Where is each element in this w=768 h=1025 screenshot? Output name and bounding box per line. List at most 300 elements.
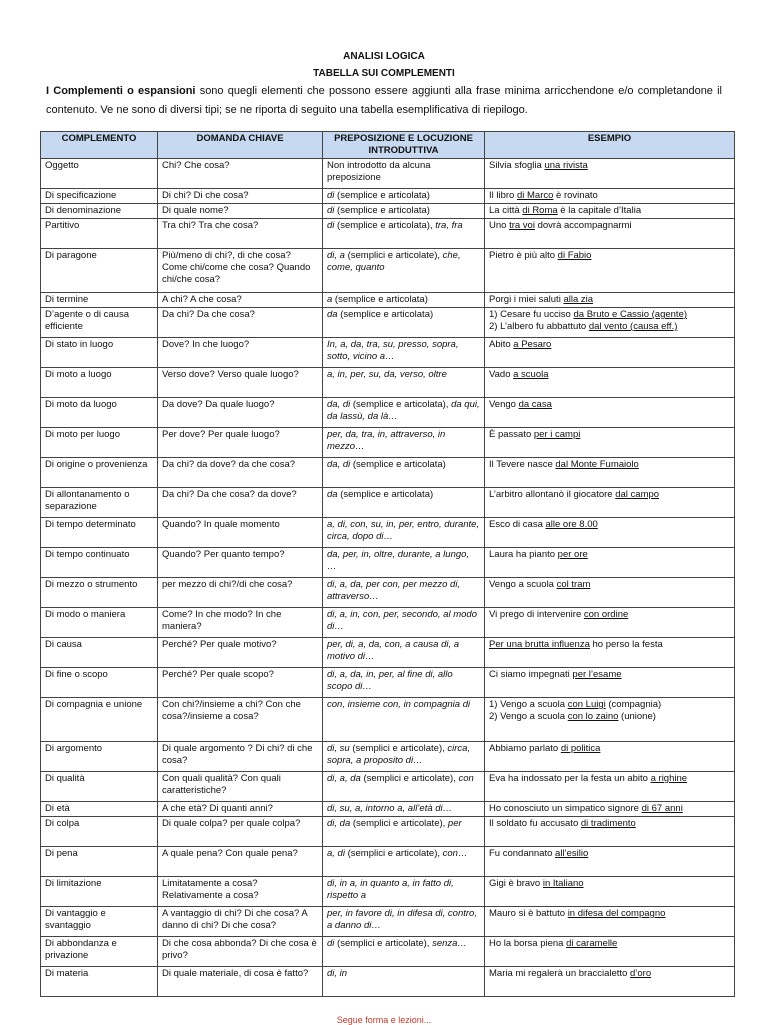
example-text: (unione) — [618, 711, 656, 722]
example-text: Ci siamo impegnati — [489, 669, 573, 680]
prep-segment: da, per, in, oltre, durante, a lungo, … — [327, 549, 470, 572]
cell-domanda: A quale pena? Con quale pena? — [158, 847, 323, 877]
table-row — [41, 338, 735, 368]
cell-complemento: Di termine — [41, 293, 158, 308]
prep-segment: di, a, da, per con, per mezzo di, attraverso… — [327, 579, 461, 602]
prep-segment: da qui, da lassù, da là… — [327, 399, 480, 422]
example-text: Silvia sfoglia — [489, 160, 545, 171]
cell-esempio — [485, 698, 735, 742]
cell-domanda: Per dove? Per quale luogo? — [158, 428, 323, 458]
cell-domanda: Più/meno di chi?, di che cosa? Come chi/come che cosa? Quando chi/che cosa? — [158, 249, 323, 293]
prep-segment: per, da, tra, in, attraverso, in mezzo… — [327, 429, 446, 452]
cell-domanda: Da dove? Da quale luogo? — [158, 398, 323, 428]
cell-preposizione — [323, 847, 485, 877]
cell-complemento: Di materia — [41, 967, 158, 997]
example-line — [489, 399, 730, 411]
example-line — [489, 699, 730, 711]
cell-preposizione — [323, 548, 485, 578]
example-text: ho perso la festa — [589, 639, 663, 650]
cell-domanda: Di quale nome? — [158, 204, 323, 219]
table-row — [41, 877, 735, 907]
prep-segment: di — [327, 190, 335, 201]
cell-esempio — [485, 488, 735, 518]
example-line — [489, 848, 730, 860]
example-line — [489, 711, 730, 723]
prep-segment: di, da — [327, 818, 351, 829]
cell-complemento: Di allontanamento o separazione — [41, 488, 158, 518]
example-complement: dal campo — [615, 489, 660, 500]
cell-domanda: Con quali qualità? Con quali caratteristiche? — [158, 772, 323, 802]
cell-complemento: Di tempo determinato — [41, 518, 158, 548]
cell-domanda: Da chi? Da che cosa? — [158, 308, 323, 338]
table-row — [41, 937, 735, 967]
cell-complemento: Di moto per luogo — [41, 428, 158, 458]
example-text: 1) Vengo a scuola — [489, 699, 568, 710]
example-line — [489, 938, 730, 950]
cell-esempio — [485, 802, 735, 817]
prep-segment: per, in favore di, in difesa di, contro, a danno di… — [327, 908, 477, 931]
example-line — [489, 309, 730, 321]
table-body — [41, 159, 735, 997]
example-text: Laura ha pianto — [489, 549, 558, 560]
prep-segment: da, di — [327, 459, 351, 470]
table-row — [41, 668, 735, 698]
prep-segment: con — [458, 773, 474, 784]
cell-preposizione — [323, 578, 485, 608]
cell-domanda: Di quale argomento ? Di chi? di che cosa? — [158, 742, 323, 772]
cell-complemento: Di moto a luogo — [41, 368, 158, 398]
cell-esempio — [485, 398, 735, 428]
cell-complemento: Di età — [41, 802, 158, 817]
table-header-row — [41, 132, 735, 159]
cell-esempio — [485, 817, 735, 847]
cell-complemento: D’agente o di causa efficiente — [41, 308, 158, 338]
prep-segment: di, su, a, intorno a, all’età di… — [327, 803, 453, 814]
prep-segment: a, di, con, su, in, per, entro, durante, circa, dopo di… — [327, 519, 480, 542]
cell-esempio — [485, 518, 735, 548]
cell-complemento: Di colpa — [41, 817, 158, 847]
cell-complemento: Di paragone — [41, 249, 158, 293]
prep-segment: (semplice e articolata), — [334, 220, 436, 231]
cell-domanda: Quando? Per quanto tempo? — [158, 548, 323, 578]
cell-preposizione — [323, 338, 485, 368]
example-text: Ho conosciuto un simpatico signore — [489, 803, 642, 814]
cell-esempio — [485, 937, 735, 967]
cell-complemento: Di compagnia e unione — [41, 698, 158, 742]
example-text: 2) Vengo a scuola — [489, 711, 568, 722]
prep-segment: (semplici e articolate), — [349, 743, 448, 754]
cell-complemento: Di causa — [41, 638, 158, 668]
example-text: Vengo a scuola — [489, 579, 557, 590]
intro-paragraph — [46, 82, 722, 120]
footer-note: Segue forma e lezioni... — [336, 1015, 432, 1025]
example-complement: da Bruto e Cassio (agente) — [573, 309, 688, 320]
cell-preposizione — [323, 608, 485, 638]
example-text: Porgi i miei saluti — [489, 294, 564, 305]
cell-preposizione — [323, 308, 485, 338]
cell-preposizione — [323, 742, 485, 772]
cell-preposizione — [323, 877, 485, 907]
cell-domanda: Quando? In quale momento — [158, 518, 323, 548]
cell-complemento: Di pena — [41, 847, 158, 877]
cell-complemento: Di vantaggio e svantaggio — [41, 907, 158, 937]
cell-preposizione — [323, 488, 485, 518]
table-row — [41, 548, 735, 578]
example-text: Eva ha indossato per la festa un abito — [489, 773, 651, 784]
cell-preposizione — [323, 518, 485, 548]
prep-segment: Non introdotto da alcuna preposizione — [327, 160, 431, 183]
example-line — [489, 773, 730, 785]
example-line — [489, 489, 730, 501]
cell-domanda: A che età? Di quanti anni? — [158, 802, 323, 817]
prep-segment: per, di, a, da, con, a causa di, a motivo di… — [327, 639, 460, 662]
prep-segment: In, a, da, tra, su, presso, sopra, sotto, vicino a… — [327, 339, 459, 362]
example-line — [489, 429, 730, 441]
cell-complemento: Di qualità — [41, 772, 158, 802]
table-row — [41, 428, 735, 458]
page-title: ANALISI LOGICA — [343, 51, 425, 62]
cell-esempio — [485, 428, 735, 458]
example-complement: di politica — [560, 743, 601, 754]
cell-domanda: Di chi? Di che cosa? — [158, 189, 323, 204]
cell-complemento: Di tempo continuato — [41, 548, 158, 578]
cell-complemento: Di specificazione — [41, 189, 158, 204]
example-text: Pietro è più alto — [489, 250, 558, 261]
example-text: 2) L’albero fu abbattuto — [489, 321, 589, 332]
table-row — [41, 458, 735, 488]
cell-domanda: Tra chi? Tra che cosa? — [158, 219, 323, 249]
cell-domanda: Dove? In che luogo? — [158, 338, 323, 368]
example-complement: di 67 anni — [641, 803, 683, 814]
cell-esempio — [485, 159, 735, 189]
cell-domanda: Di quale materiale, di cosa è fatto? — [158, 967, 323, 997]
cell-domanda: per mezzo di chi?/di che cosa? — [158, 578, 323, 608]
cell-complemento: Di denominazione — [41, 204, 158, 219]
example-complement: per ore — [557, 549, 588, 560]
prep-segment: con, insieme con, in compagnia di — [327, 699, 471, 710]
table-row — [41, 698, 735, 742]
cell-preposizione — [323, 204, 485, 219]
prep-segment: da — [327, 489, 338, 500]
table-row — [41, 293, 735, 308]
example-complement: col tram — [556, 579, 591, 590]
example-text: Vi prego di intervenire — [489, 609, 584, 620]
example-text: Il Tevere nasce — [489, 459, 556, 470]
page-subtitle: TABELLA SUI COMPLEMENTI — [313, 68, 455, 79]
table-row — [41, 368, 735, 398]
prep-segment: (semplice e articolata) — [350, 459, 446, 470]
cell-esempio — [485, 293, 735, 308]
table-row — [41, 847, 735, 877]
prep-segment: (semplici e articolate), — [360, 773, 459, 784]
cell-preposizione — [323, 398, 485, 428]
example-complement: dal Monte Fumaiolo — [555, 459, 639, 470]
cell-esempio — [485, 338, 735, 368]
example-line — [489, 803, 730, 815]
prep-segment: (semplici e articolate), — [344, 848, 443, 859]
example-line — [489, 743, 730, 755]
example-line — [489, 339, 730, 351]
cell-preposizione — [323, 638, 485, 668]
example-complement: di Fabio — [557, 250, 592, 261]
cell-complemento: Di mezzo o strumento — [41, 578, 158, 608]
prep-segment: (semplice e articolata) — [334, 205, 430, 216]
cell-domanda: Di quale colpa? per quale colpa? — [158, 817, 323, 847]
example-text: Gigi è bravo — [489, 878, 543, 889]
example-line — [489, 908, 730, 920]
example-complement: di Marco — [516, 190, 554, 201]
cell-preposizione — [323, 907, 485, 937]
example-line — [489, 321, 730, 333]
example-text: Ho la borsa piena — [489, 938, 567, 949]
prep-segment: di, a — [327, 250, 345, 261]
cell-complemento: Di stato in luogo — [41, 338, 158, 368]
cell-preposizione — [323, 249, 485, 293]
example-text: Maria mi regalerà un braccialetto — [489, 968, 630, 979]
example-line — [489, 220, 730, 232]
prep-segment: a, in, per, su, da, verso, oltre — [327, 369, 447, 380]
cell-esempio — [485, 548, 735, 578]
cell-domanda: Verso dove? Verso quale luogo? — [158, 368, 323, 398]
prep-segment: circa, sopra, a proposito di… — [327, 743, 471, 766]
example-text: L’arbitro allontanò il giocatore — [489, 489, 616, 500]
example-complement: con Luigi — [567, 699, 606, 710]
prep-segment: tra, fra — [435, 220, 463, 231]
example-text: Il libro — [489, 190, 517, 201]
cell-esempio — [485, 967, 735, 997]
cell-preposizione — [323, 817, 485, 847]
example-complement: alle ore 8.00 — [545, 519, 598, 530]
prep-segment: (semplice e articolata) — [337, 489, 434, 500]
example-line — [489, 669, 730, 681]
example-line — [489, 519, 730, 531]
example-complement: di tradimento — [580, 818, 636, 829]
cell-esempio — [485, 668, 735, 698]
cell-complemento: Di argomento — [41, 742, 158, 772]
table-row — [41, 219, 735, 249]
example-text: Abito — [489, 339, 514, 350]
intro-bold: I Complementi o espansioni — [46, 85, 196, 97]
prep-segment: da — [327, 309, 338, 320]
cell-esempio — [485, 219, 735, 249]
example-line — [489, 205, 730, 217]
cell-complemento: Oggetto — [41, 159, 158, 189]
prep-segment: di — [327, 220, 335, 231]
example-line — [489, 369, 730, 381]
cell-domanda: Con chi?/insieme a chi? Con che cosa?/insieme a cosa? — [158, 698, 323, 742]
cell-domanda: Perché? Per quale scopo? — [158, 668, 323, 698]
example-line — [489, 190, 730, 202]
example-line — [489, 639, 730, 651]
cell-esempio — [485, 877, 735, 907]
example-text: 1) Cesare fu ucciso — [489, 309, 574, 320]
prep-segment: di, in — [327, 968, 348, 979]
example-text: dovrà accompagnarmi — [534, 220, 632, 231]
example-line — [489, 878, 730, 890]
cell-complemento: Di fine o scopo — [41, 668, 158, 698]
cell-preposizione — [323, 219, 485, 249]
example-complement: con lo zaino — [567, 711, 619, 722]
cell-complemento: Partitivo — [41, 219, 158, 249]
example-complement: da casa — [518, 399, 552, 410]
prep-segment: (semplice e articolata), — [350, 399, 452, 410]
cell-complemento: Di moto da luogo — [41, 398, 158, 428]
table-row — [41, 518, 735, 548]
header-domanda: DOMANDA CHIAVE — [158, 132, 323, 159]
example-complement: per l’esame — [572, 669, 622, 680]
prep-segment: con… — [442, 848, 468, 859]
prep-segment: senza… — [432, 938, 467, 949]
cell-esempio — [485, 458, 735, 488]
example-complement: a righine — [650, 773, 688, 784]
example-text: Fu condannato — [489, 848, 556, 859]
example-text: È passato — [489, 429, 534, 440]
cell-preposizione — [323, 802, 485, 817]
cell-esempio — [485, 608, 735, 638]
example-text: Uno — [489, 220, 510, 231]
header-complemento: COMPLEMENTO — [41, 132, 158, 159]
prep-segment: di, a, da, in, per, al fine di, allo scopo di… — [327, 669, 453, 692]
cell-preposizione — [323, 967, 485, 997]
cell-complemento: Di modo o maniera — [41, 608, 158, 638]
example-complement: all’esilio — [555, 848, 589, 859]
table-row — [41, 967, 735, 997]
complements-table — [40, 131, 735, 997]
example-text: Mauro si è battuto — [489, 908, 568, 919]
example-line — [489, 818, 730, 830]
cell-domanda: Chi? Che cosa? — [158, 159, 323, 189]
example-text: è rovinato — [553, 190, 598, 201]
example-complement: di caramelle — [566, 938, 618, 949]
cell-esempio — [485, 308, 735, 338]
intro-text: sono quegli elementi che possono essere aggiunti alla frase minima arricchendone e/o completandone il contenuto. Ve ne sono di diversi tipi; se ne riporta di seguito una tabella esemplificativa di riepilogo. — [46, 85, 723, 116]
table-row — [41, 398, 735, 428]
cell-esempio — [485, 368, 735, 398]
prep-segment: che, come, quanto — [327, 250, 461, 273]
example-complement: tra voi — [509, 220, 535, 231]
table-row — [41, 772, 735, 802]
cell-domanda: Da chi? da dove? da che cosa? — [158, 458, 323, 488]
example-text: Abbiamo parlato — [489, 743, 561, 754]
prep-segment: a — [327, 294, 333, 305]
example-line — [489, 160, 730, 172]
cell-domanda: Perché? Per quale motivo? — [158, 638, 323, 668]
example-complement: d’oro — [629, 968, 652, 979]
table-row — [41, 817, 735, 847]
example-text: Vado — [489, 369, 514, 380]
cell-esempio — [485, 772, 735, 802]
table-row — [41, 189, 735, 204]
example-complement: Per una brutta influenza — [489, 639, 590, 650]
example-complement: una rivista — [544, 160, 588, 171]
table-row — [41, 159, 735, 189]
cell-complemento: Di limitazione — [41, 877, 158, 907]
example-text: è la capitale d’Italia — [557, 205, 642, 216]
prep-segment: (semplici e articolate), — [334, 938, 433, 949]
cell-preposizione — [323, 368, 485, 398]
cell-esempio — [485, 742, 735, 772]
prep-segment: di — [327, 205, 335, 216]
example-complement: con ordine — [583, 609, 629, 620]
prep-segment: (semplice e articolata) — [334, 190, 430, 201]
cell-complemento: Di origine o provenienza — [41, 458, 158, 488]
table-row — [41, 204, 735, 219]
cell-esempio — [485, 578, 735, 608]
prep-segment: (semplici e articolate), — [344, 250, 443, 261]
cell-preposizione — [323, 189, 485, 204]
header-preposizione: PREPOSIZIONE E LOCUZIONE INTRODUTTIVA — [323, 132, 485, 159]
table-row — [41, 907, 735, 937]
example-complement: alla zia — [563, 294, 594, 305]
cell-esempio — [485, 249, 735, 293]
prep-segment: di — [327, 938, 335, 949]
cell-preposizione — [323, 458, 485, 488]
example-text: (compagnia) — [605, 699, 662, 710]
cell-preposizione — [323, 668, 485, 698]
example-line — [489, 968, 730, 980]
example-line — [489, 294, 730, 306]
prep-segment: di, in a, in quanto a, in fatto di, rispetto a — [327, 878, 454, 901]
table-row — [41, 578, 735, 608]
example-complement: per i campi — [533, 429, 581, 440]
cell-domanda: A vantaggio di chi? Di che cosa? A danno di chi? Di che cosa? — [158, 907, 323, 937]
example-complement: dal vento (causa eff.) — [588, 321, 678, 332]
cell-preposizione — [323, 428, 485, 458]
header-esempio: ESEMPIO — [485, 132, 735, 159]
table-row — [41, 249, 735, 293]
cell-preposizione — [323, 937, 485, 967]
prep-segment: (semplice e articolata) — [332, 294, 428, 305]
example-text: Il soldato fu accusato — [489, 818, 581, 829]
example-line — [489, 250, 730, 262]
cell-esempio — [485, 907, 735, 937]
example-complement: a Pesaro — [513, 339, 552, 350]
cell-domanda: A chi? A che cosa? — [158, 293, 323, 308]
prep-segment: di, a, in, con, per, secondo, al modo di… — [327, 609, 477, 632]
example-complement: di Roma — [522, 205, 558, 216]
table-row — [41, 488, 735, 518]
table-row — [41, 638, 735, 668]
cell-domanda: Di che cosa abbonda? Di che cosa è privo? — [158, 937, 323, 967]
cell-esempio — [485, 204, 735, 219]
cell-esempio — [485, 847, 735, 877]
cell-esempio — [485, 638, 735, 668]
table-row — [41, 308, 735, 338]
table-row — [41, 742, 735, 772]
cell-preposizione — [323, 772, 485, 802]
example-line — [489, 459, 730, 471]
cell-esempio — [485, 189, 735, 204]
cell-domanda: Da chi? Da che cosa? da dove? — [158, 488, 323, 518]
example-text: La città — [489, 205, 523, 216]
prep-segment: di, su — [327, 743, 350, 754]
prep-segment: (semplice e articolata) — [337, 309, 434, 320]
example-text: Esco di casa — [489, 519, 546, 530]
cell-domanda: Limitatamente a cosa? Relativamente a cosa? — [158, 877, 323, 907]
cell-domanda: Come? In che modo? In che maniera? — [158, 608, 323, 638]
cell-preposizione — [323, 698, 485, 742]
prep-segment: da, di — [327, 399, 351, 410]
prep-segment: (semplici e articolate), — [350, 818, 448, 829]
cell-complemento: Di abbondanza e privazione — [41, 937, 158, 967]
example-text: Vengo — [489, 399, 519, 410]
example-complement: in Italiano — [542, 878, 584, 889]
table-row — [41, 802, 735, 817]
example-complement: a scuola — [513, 369, 549, 380]
example-line — [489, 579, 730, 591]
example-complement: in difesa del compagno — [567, 908, 666, 919]
example-line — [489, 609, 730, 621]
